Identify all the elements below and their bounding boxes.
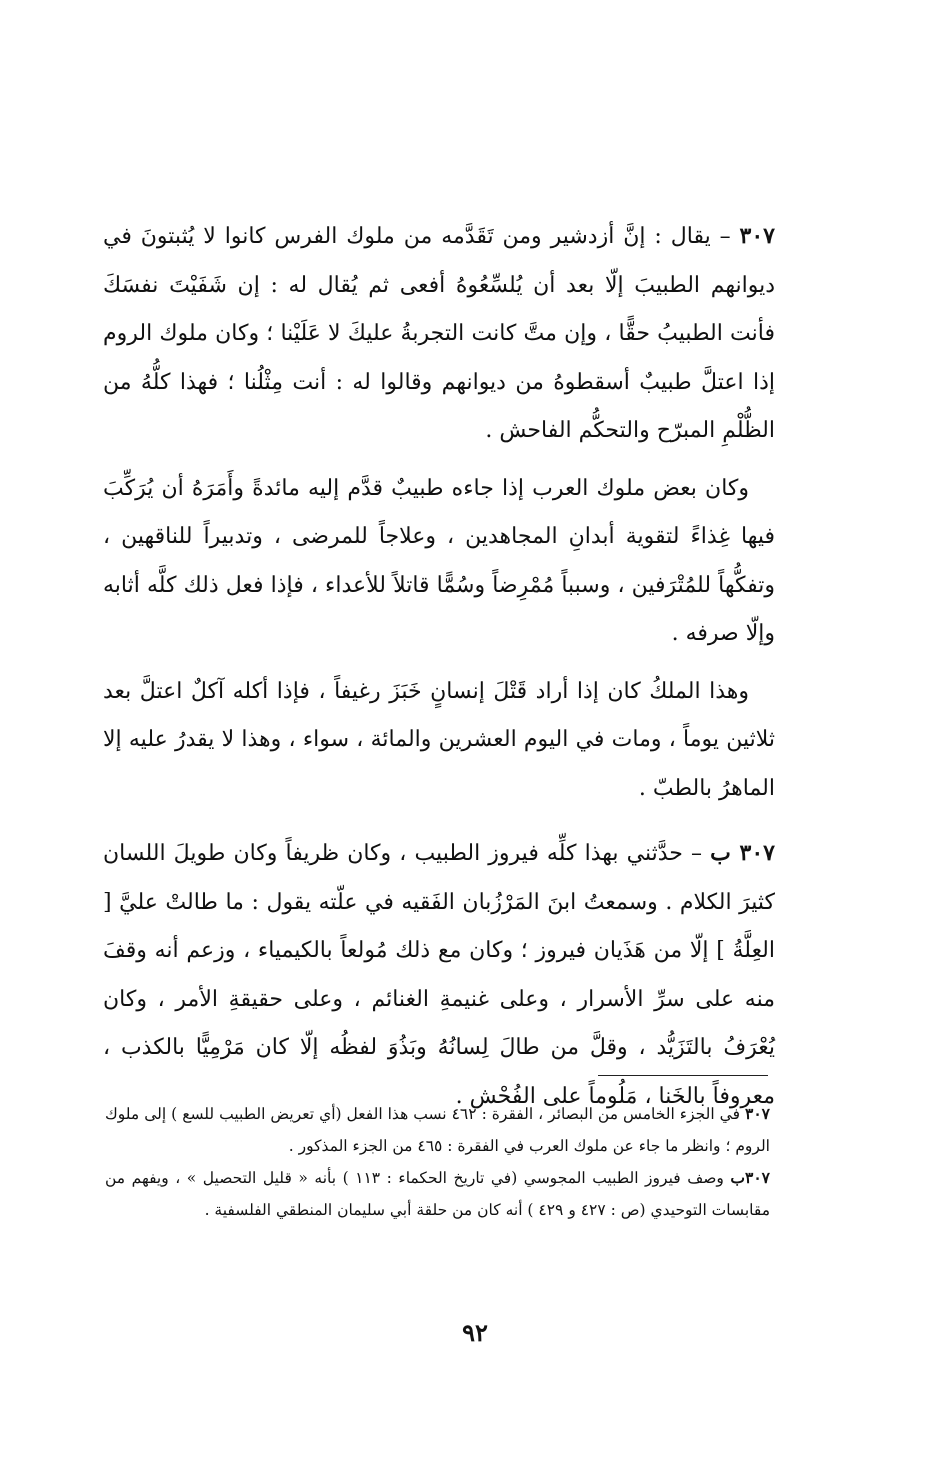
page-number: ٩٢ — [462, 1318, 488, 1347]
footnote-text: وصف فيروز الطبيب المجوسي (في تاريخ الحكماء : ١١٣ ) بأنه « قليل التحصيل » ، ويفهم من مقابسات التوحيدي (ص : ٤٢٧ و ٤٢٩ ) أنه كان من حلقة أبي سليمان المنطقي الفلسفية . — [105, 1169, 770, 1219]
paragraph-arab-kings — [103, 465, 775, 659]
footnote-307 — [105, 1098, 770, 1162]
footnote-number: ٣٠٧ب — [730, 1168, 770, 1187]
paragraph-307b — [103, 829, 775, 1121]
paragraph-number: ٣٠٧ ب — [710, 840, 775, 866]
footnote-307b — [105, 1162, 770, 1226]
footnote-number: ٣٠٧ — [745, 1104, 770, 1123]
paragraph-text: وهذا الملكُ كان إذا أراد قَتْلَ إنسانٍ خَبَزَ رغيفاً ، فإذا أكله آكلٌ اعتلَّ بعد ثلاثين يوماً ، ومات في اليوم العشرين والمائة ، سواء ، وهذا لا يقدرُ عليه إلا الماهرُ بالطبّ . — [103, 678, 775, 801]
paragraph-number: ٣٠٧ — [739, 223, 775, 249]
paragraph-text: وكان بعض ملوك العرب إذا جاءه طبيبٌ قدَّم إليه مائدةً وأَمَرَهُ أن يُرَكِّبَ فيها غِذاءً لتقوية أبدانِ المجاهدين ، وعلاجاً للمرضى ، وتدبيراً للناقهين ، وتفكُّهاً للمُتْرَفين ، وسبباً مُمْرِضاً وسُمًّا قاتلاً للأعداء ، فإذا فعل ذلك كلَّه أثابه وإلّا صرفه . — [103, 475, 775, 646]
paragraph-text: – حدَّثني بهذا كلِّه فيروز الطبيب ، وكان ظريفاً وكان طويلَ اللسان كثيرَ الكلام . وسمعتُ ابنَ المَرْزُبان الفَقيه في علّته يقول : ما طالتْ عليَّ [ العِلَّةُ ] إلّا من هَذَيان فيروز ؛ وكان مع ذلك مُولعاً بالكيمياء ، وزعم أنه وقفَ منه على سرِّ الأسرار ، وعلى غنيمةِ الغنائم ، وعلى حقيقةِ الأمر ، وكان يُعْرَفُ بالتَزَيُّد ، وقلَّ من طالَ لِسانُهُ وبَذُوَ لفظُه إلّا كان مَرْمِيًّا بالكذب ، معروفاً بالخَنا ، مَلُوماً على الفُحْش . — [103, 841, 775, 1109]
paragraph-poison-bread — [103, 668, 775, 814]
footnote-text: في الجزء الخامس من البصائر ، الفقرة : ٤٦٢ نسب هذا الفعل (أي تعريض الطبيب للسع ) إلى ملوك الروم ؛ وانظر ما جاء عن ملوك العرب في الفقرة : ٤٦٥ من الجزء المذكور . — [105, 1105, 770, 1155]
footnotes — [105, 1098, 770, 1226]
paragraph-text: – يقال : إنَّ أزدشير ومن تَقَدَّمه من ملوك الفرس كانوا لا يُثبتونَ في ديوانهم الطبيبَ إلّا بعد أن يُلسِّعُوهُ أفعى ثم يُقال له : إن شَفَيْتَ نفسَكَ فأنت الطبيبُ حقًّا ، وإن متَّ كانت التجربةُ عليكَ لا عَلَيْنا ؛ وكان ملوك الروم إذا اعتلَّ طبيبٌ أسقطوهُ من ديوانهم وقالوا له : أنت مِثْلُنا ؛ فهذا كلُّهُ من الظُّلْمِ المبرّح والتحكُّم الفاحش . — [103, 224, 775, 443]
main-text — [103, 212, 775, 1121]
paragraph-307 — [103, 212, 775, 456]
footnote-divider — [598, 1075, 768, 1076]
